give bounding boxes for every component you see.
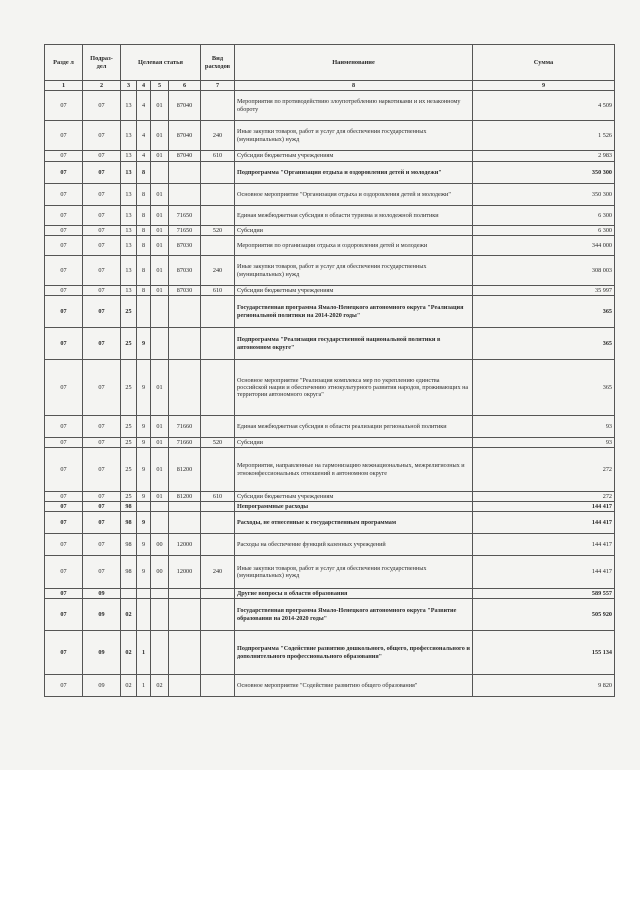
- podrazdel-cell: 07: [83, 256, 121, 286]
- column-number: 6: [169, 81, 201, 91]
- podrazdel-cell: 07: [83, 556, 121, 589]
- subprogram-code-cell: 1: [137, 675, 151, 697]
- direction-code-cell: 87030: [169, 256, 201, 286]
- sum-cell: 93: [473, 438, 615, 448]
- direction-code-cell: 71660: [169, 416, 201, 438]
- measure-code-cell: 01: [151, 360, 169, 416]
- podrazdel-cell: 07: [83, 534, 121, 556]
- measure-code-cell: 01: [151, 206, 169, 226]
- expense-type-cell: [201, 184, 235, 206]
- name-cell: Субсидии бюджетным учреждениям: [235, 286, 473, 296]
- table-row: [45, 121, 615, 151]
- subprogram-code-cell: 8: [137, 286, 151, 296]
- razdel-cell: 07: [45, 512, 83, 534]
- measure-code-cell: 01: [151, 448, 169, 492]
- table-row: [45, 206, 615, 226]
- measure-code-cell: 01: [151, 236, 169, 256]
- table-row: [45, 286, 615, 296]
- podrazdel-cell: 09: [83, 631, 121, 675]
- expense-type-cell: [201, 512, 235, 534]
- subprogram-code-cell: 9: [137, 416, 151, 438]
- sum-cell: 1 526: [473, 121, 615, 151]
- measure-code-cell: 01: [151, 121, 169, 151]
- subprogram-code-cell: 9: [137, 512, 151, 534]
- measure-code-cell: [151, 599, 169, 631]
- direction-code-cell: [169, 360, 201, 416]
- sum-cell: 272: [473, 492, 615, 502]
- program-code-cell: [121, 589, 137, 599]
- measure-code-cell: [151, 162, 169, 184]
- measure-code-cell: [151, 502, 169, 512]
- podrazdel-cell: 09: [83, 589, 121, 599]
- table-row: [45, 296, 615, 328]
- name-cell: Субсидии бюджетным учреждениям: [235, 151, 473, 162]
- name-cell: Мероприятия по противодействию злоупотреблению наркотиками и их незаконному обороту: [235, 91, 473, 121]
- razdel-cell: 07: [45, 121, 83, 151]
- podrazdel-cell: 07: [83, 226, 121, 236]
- razdel-cell: 07: [45, 226, 83, 236]
- name-cell: Государственная программа Ямало-Ненецкого автономного округа "Реализация региональной политики на 2014-2020 годы": [235, 296, 473, 328]
- subprogram-code-cell: 9: [137, 556, 151, 589]
- table-row: [45, 534, 615, 556]
- program-code-cell: 13: [121, 162, 137, 184]
- podrazdel-cell: 07: [83, 416, 121, 438]
- subprogram-code-cell: 8: [137, 184, 151, 206]
- direction-code-cell: 71650: [169, 206, 201, 226]
- table-row: [45, 448, 615, 492]
- direction-code-cell: 71660: [169, 438, 201, 448]
- column-number: 9: [473, 81, 615, 91]
- sum-cell: 344 000: [473, 236, 615, 256]
- measure-code-cell: 01: [151, 492, 169, 502]
- program-code-cell: 25: [121, 296, 137, 328]
- program-code-cell: 13: [121, 151, 137, 162]
- subprogram-code-cell: [137, 599, 151, 631]
- razdel-cell: 07: [45, 502, 83, 512]
- expense-type-cell: [201, 206, 235, 226]
- table-row: [45, 599, 615, 631]
- podrazdel-cell: 07: [83, 360, 121, 416]
- razdel-cell: 07: [45, 675, 83, 697]
- expense-type-cell: [201, 448, 235, 492]
- podrazdel-cell: 07: [83, 296, 121, 328]
- table-row: [45, 328, 615, 360]
- header-podrazdel: Подраз- дел: [83, 45, 121, 81]
- column-number: 4: [137, 81, 151, 91]
- razdel-cell: 07: [45, 286, 83, 296]
- name-cell: Подпрограмма "Содействие развитию дошкольного, общего, профессионального и дополнительного профессионального образования": [235, 631, 473, 675]
- direction-code-cell: [169, 162, 201, 184]
- podrazdel-cell: 09: [83, 675, 121, 697]
- podrazdel-cell: 07: [83, 438, 121, 448]
- measure-code-cell: [151, 328, 169, 360]
- table-row: [45, 675, 615, 697]
- name-cell: Основное мероприятие "Содействие развитию общего образования": [235, 675, 473, 697]
- expense-type-cell: 240: [201, 256, 235, 286]
- subprogram-code-cell: 8: [137, 162, 151, 184]
- expense-type-cell: [201, 502, 235, 512]
- sum-cell: 350 300: [473, 162, 615, 184]
- direction-code-cell: 87040: [169, 91, 201, 121]
- column-number: 2: [83, 81, 121, 91]
- razdel-cell: 07: [45, 206, 83, 226]
- column-number: 8: [235, 81, 473, 91]
- sum-cell: 4 509: [473, 91, 615, 121]
- measure-code-cell: 01: [151, 226, 169, 236]
- razdel-cell: 07: [45, 631, 83, 675]
- podrazdel-cell: 07: [83, 151, 121, 162]
- razdel-cell: 07: [45, 296, 83, 328]
- program-code-cell: 98: [121, 556, 137, 589]
- program-code-cell: 02: [121, 675, 137, 697]
- table-row: [45, 162, 615, 184]
- razdel-cell: 07: [45, 556, 83, 589]
- name-cell: Другие вопросы в области образования: [235, 589, 473, 599]
- name-cell: Государственная программа Ямало-Ненецкого автономного округа "Развитие образования на 2014-2020 годы": [235, 599, 473, 631]
- subprogram-code-cell: 1: [137, 631, 151, 675]
- razdel-cell: 07: [45, 162, 83, 184]
- expense-type-cell: [201, 599, 235, 631]
- sum-cell: 6 300: [473, 226, 615, 236]
- expense-type-cell: [201, 328, 235, 360]
- name-cell: Основное мероприятие "Реализация комплекса мер по укреплению единства российской нации и обеспечению этнокультурного развития народов, проживающих на территории автономного округа": [235, 360, 473, 416]
- subprogram-code-cell: 9: [137, 328, 151, 360]
- measure-code-cell: 01: [151, 91, 169, 121]
- expense-type-cell: [201, 675, 235, 697]
- header-celevaya-statya: Целевая статья: [121, 45, 201, 81]
- table-row: [45, 502, 615, 512]
- subprogram-code-cell: [137, 589, 151, 599]
- name-cell: Иные закупки товаров, работ и услуг для обеспечения государственных (муниципальных) нужд: [235, 256, 473, 286]
- razdel-cell: 07: [45, 236, 83, 256]
- direction-code-cell: [169, 512, 201, 534]
- program-code-cell: 25: [121, 416, 137, 438]
- sum-cell: 144 417: [473, 512, 615, 534]
- subprogram-code-cell: 4: [137, 151, 151, 162]
- direction-code-cell: [169, 328, 201, 360]
- table-row: [45, 589, 615, 599]
- program-code-cell: 02: [121, 599, 137, 631]
- direction-code-cell: [169, 675, 201, 697]
- expense-type-cell: 610: [201, 151, 235, 162]
- table-row: [45, 360, 615, 416]
- expense-type-cell: [201, 91, 235, 121]
- column-number: 5: [151, 81, 169, 91]
- table-row: [45, 184, 615, 206]
- measure-code-cell: 01: [151, 184, 169, 206]
- budget-table: [44, 44, 615, 697]
- razdel-cell: 07: [45, 589, 83, 599]
- subprogram-code-cell: 8: [137, 206, 151, 226]
- measure-code-cell: 01: [151, 151, 169, 162]
- sum-cell: 144 417: [473, 556, 615, 589]
- podrazdel-cell: 09: [83, 599, 121, 631]
- measure-code-cell: 02: [151, 675, 169, 697]
- program-code-cell: 13: [121, 256, 137, 286]
- sum-cell: 9 820: [473, 675, 615, 697]
- razdel-cell: 07: [45, 599, 83, 631]
- sum-cell: 350 300: [473, 184, 615, 206]
- subprogram-code-cell: 9: [137, 448, 151, 492]
- column-number: 7: [201, 81, 235, 91]
- razdel-cell: 07: [45, 91, 83, 121]
- sum-cell: 155 134: [473, 631, 615, 675]
- podrazdel-cell: 07: [83, 162, 121, 184]
- sum-cell: 365: [473, 328, 615, 360]
- sum-cell: 2 983: [473, 151, 615, 162]
- measure-code-cell: 00: [151, 556, 169, 589]
- expense-type-cell: [201, 416, 235, 438]
- direction-code-cell: 87030: [169, 236, 201, 256]
- direction-code-cell: [169, 599, 201, 631]
- razdel-cell: 07: [45, 184, 83, 206]
- program-code-cell: 13: [121, 121, 137, 151]
- header-vid-rashodov: Вид расходов: [201, 45, 235, 81]
- direction-code-cell: 81200: [169, 448, 201, 492]
- name-cell: Мероприятия, направленные на гармонизацию межнациональных, межрелигиозных и этноконфессиональных отношений в автономном округе: [235, 448, 473, 492]
- name-cell: Субсидии: [235, 226, 473, 236]
- direction-code-cell: 12000: [169, 534, 201, 556]
- razdel-cell: 07: [45, 256, 83, 286]
- podrazdel-cell: 07: [83, 236, 121, 256]
- subprogram-code-cell: [137, 296, 151, 328]
- podrazdel-cell: 07: [83, 184, 121, 206]
- name-cell: Субсидии: [235, 438, 473, 448]
- direction-code-cell: 87030: [169, 286, 201, 296]
- podrazdel-cell: 07: [83, 512, 121, 534]
- expense-type-cell: 520: [201, 226, 235, 236]
- expense-type-cell: [201, 236, 235, 256]
- razdel-cell: 07: [45, 448, 83, 492]
- measure-code-cell: [151, 631, 169, 675]
- program-code-cell: 13: [121, 91, 137, 121]
- direction-code-cell: [169, 589, 201, 599]
- measure-code-cell: 01: [151, 256, 169, 286]
- podrazdel-cell: 07: [83, 492, 121, 502]
- name-cell: Подпрограмма "Организация отдыха и оздоровления детей и молодежи": [235, 162, 473, 184]
- name-cell: Единая межбюджетная субсидия в области туризма и молодежной политики: [235, 206, 473, 226]
- sum-cell: 272: [473, 448, 615, 492]
- program-code-cell: 25: [121, 328, 137, 360]
- expense-type-cell: 240: [201, 121, 235, 151]
- podrazdel-cell: 07: [83, 206, 121, 226]
- sum-cell: 144 417: [473, 502, 615, 512]
- table-row: [45, 226, 615, 236]
- budget-sheet: [44, 44, 614, 697]
- name-cell: Иные закупки товаров, работ и услуг для обеспечения государственных (муниципальных) нужд: [235, 556, 473, 589]
- measure-code-cell: [151, 512, 169, 534]
- table-row: [45, 631, 615, 675]
- table-body: [45, 91, 615, 697]
- subprogram-code-cell: [137, 502, 151, 512]
- measure-code-cell: 01: [151, 416, 169, 438]
- podrazdel-cell: 07: [83, 502, 121, 512]
- direction-code-cell: 81200: [169, 492, 201, 502]
- column-number: 3: [121, 81, 137, 91]
- name-cell: Субсидии бюджетным учреждениям: [235, 492, 473, 502]
- razdel-cell: 07: [45, 492, 83, 502]
- program-code-cell: 25: [121, 448, 137, 492]
- program-code-cell: 98: [121, 512, 137, 534]
- header-summa: Сумма: [473, 45, 615, 81]
- program-code-cell: 25: [121, 492, 137, 502]
- sum-cell: 365: [473, 360, 615, 416]
- expense-type-cell: 520: [201, 438, 235, 448]
- table-row: [45, 91, 615, 121]
- direction-code-cell: [169, 502, 201, 512]
- expense-type-cell: 240: [201, 556, 235, 589]
- table-row: [45, 512, 615, 534]
- podrazdel-cell: 07: [83, 121, 121, 151]
- measure-code-cell: 01: [151, 286, 169, 296]
- table-row: [45, 438, 615, 448]
- podrazdel-cell: 07: [83, 286, 121, 296]
- sum-cell: 589 557: [473, 589, 615, 599]
- sum-cell: 35 997: [473, 286, 615, 296]
- subprogram-code-cell: 9: [137, 438, 151, 448]
- header-naimenovanie: Наименование: [235, 45, 473, 81]
- measure-code-cell: [151, 589, 169, 599]
- expense-type-cell: 610: [201, 492, 235, 502]
- direction-code-cell: [169, 296, 201, 328]
- expense-type-cell: [201, 296, 235, 328]
- program-code-cell: 02: [121, 631, 137, 675]
- expense-type-cell: [201, 162, 235, 184]
- table-row: [45, 256, 615, 286]
- expense-type-cell: [201, 631, 235, 675]
- program-code-cell: 98: [121, 534, 137, 556]
- sum-cell: 365: [473, 296, 615, 328]
- name-cell: Основное мероприятие "Организация отдыха и оздоровления детей и молодежи": [235, 184, 473, 206]
- podrazdel-cell: 07: [83, 448, 121, 492]
- measure-code-cell: [151, 296, 169, 328]
- measure-code-cell: 00: [151, 534, 169, 556]
- sum-cell: 93: [473, 416, 615, 438]
- direction-code-cell: [169, 631, 201, 675]
- program-code-cell: 25: [121, 438, 137, 448]
- name-cell: Мероприятия по организации отдыха и оздоровления детей и молодежи: [235, 236, 473, 256]
- table-row: [45, 416, 615, 438]
- razdel-cell: 07: [45, 360, 83, 416]
- name-cell: Единая межбюджетная субсидия в области реализации региональной политики: [235, 416, 473, 438]
- expense-type-cell: 610: [201, 286, 235, 296]
- subprogram-code-cell: 9: [137, 492, 151, 502]
- direction-code-cell: 71650: [169, 226, 201, 236]
- program-code-cell: 98: [121, 502, 137, 512]
- razdel-cell: 07: [45, 438, 83, 448]
- subprogram-code-cell: 4: [137, 91, 151, 121]
- sum-cell: 308 003: [473, 256, 615, 286]
- program-code-cell: 13: [121, 236, 137, 256]
- program-code-cell: 13: [121, 206, 137, 226]
- expense-type-cell: [201, 534, 235, 556]
- subprogram-code-cell: 8: [137, 236, 151, 256]
- direction-code-cell: 87040: [169, 121, 201, 151]
- measure-code-cell: 01: [151, 438, 169, 448]
- direction-code-cell: 12000: [169, 556, 201, 589]
- program-code-cell: 13: [121, 286, 137, 296]
- direction-code-cell: 87040: [169, 151, 201, 162]
- program-code-cell: 25: [121, 360, 137, 416]
- table-header: [45, 45, 615, 81]
- column-numbers-row: [45, 81, 615, 91]
- razdel-cell: 07: [45, 534, 83, 556]
- name-cell: Иные закупки товаров, работ и услуг для обеспечения государственных (муниципальных) нужд: [235, 121, 473, 151]
- razdel-cell: 07: [45, 416, 83, 438]
- podrazdel-cell: 07: [83, 91, 121, 121]
- razdel-cell: 07: [45, 328, 83, 360]
- name-cell: Расходы, не отнесенные к государственным программам: [235, 512, 473, 534]
- expense-type-cell: [201, 360, 235, 416]
- table-row: [45, 151, 615, 162]
- table-row: [45, 492, 615, 502]
- direction-code-cell: [169, 184, 201, 206]
- table-row: [45, 556, 615, 589]
- name-cell: Непрограммные расходы: [235, 502, 473, 512]
- sum-cell: 6 300: [473, 206, 615, 226]
- subprogram-code-cell: 8: [137, 226, 151, 236]
- subprogram-code-cell: 9: [137, 360, 151, 416]
- subprogram-code-cell: 9: [137, 534, 151, 556]
- podrazdel-cell: 07: [83, 328, 121, 360]
- program-code-cell: 13: [121, 226, 137, 236]
- name-cell: Подпрограмма "Реализация государственной национальной политики в автономном округе": [235, 328, 473, 360]
- column-number: 1: [45, 81, 83, 91]
- expense-type-cell: [201, 589, 235, 599]
- razdel-cell: 07: [45, 151, 83, 162]
- table-row: [45, 236, 615, 256]
- subprogram-code-cell: 8: [137, 256, 151, 286]
- sum-cell: 505 920: [473, 599, 615, 631]
- sum-cell: 144 417: [473, 534, 615, 556]
- subprogram-code-cell: 4: [137, 121, 151, 151]
- program-code-cell: 13: [121, 184, 137, 206]
- name-cell: Расходы на обеспечение функций казенных учреждений: [235, 534, 473, 556]
- header-razdel: Разде л: [45, 45, 83, 81]
